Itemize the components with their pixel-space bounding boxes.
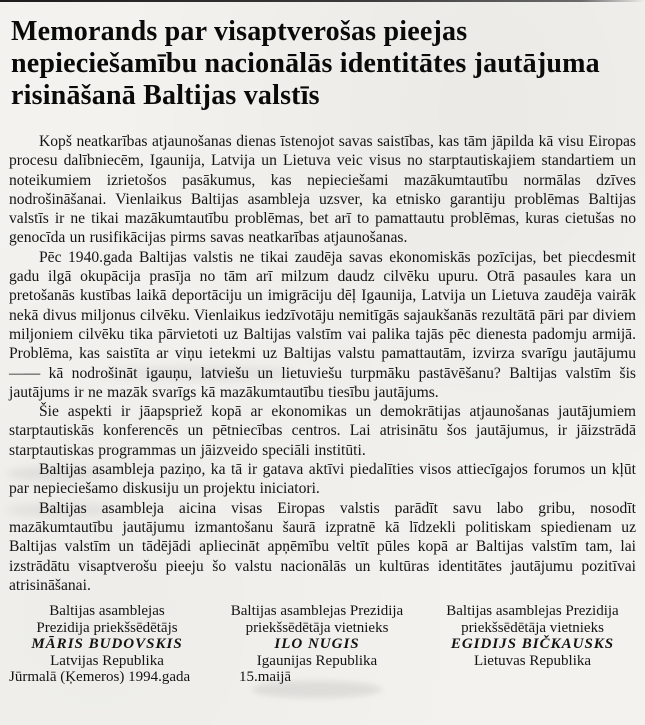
document-title: Memorands par visaptverošas pieejas nepieciešamību nacionālās identitātes jautājuma risināšanā Baltijas valstīs (11, 16, 600, 111)
signatory-name: MĀRIS BUDOVSKIS (31, 636, 183, 653)
signatory-republic: Igaunijas Republika (256, 652, 378, 669)
paragraph: Baltijas asambleja aicina visas Eiropas valstis parādīt savu labo gribu, nosodīt mazākumtautību jautājumu izmantošanu šaurā izpratnē kā līdzekli politiskam spiedienam uz Baltijas valstīm un tādējādi apliecināt apņēmību veltīt pūles kopā ar Baltijas valstīm tam, lai izstrādātu visaptverošu pieeju šo valstu nacionālās un kultūras identitātes jautājumu pozitīvai atrisināšanai. (9, 499, 636, 594)
signature-block-lithuania (429, 603, 636, 686)
signatory-org: Baltijas asamblejas Prezidija (446, 603, 619, 620)
signatory-republic: Lietuvas Republika (473, 652, 592, 669)
signatory-org: Baltijas asamblejas (49, 603, 165, 620)
signatory-name: ILO NUGIS (274, 636, 360, 653)
signature-date: Jūrmalā (Ķemeros) 1994.gada (9, 669, 191, 686)
paragraph: Baltijas asambleja paziņo, ka tā ir gatava aktīvi piedalīties visos attiecīgajos forumos un kļūt par nepieciešamo diskusiju un projektu iniciatori. (9, 461, 636, 498)
signatory-org: Baltijas asamblejas Prezidija (230, 603, 404, 620)
paragraph: Pēc 1940.gada Baltijas valstis ne tikai zaudēja savas ekonomiskās pozīcijas, bet piecdesmit gadu ilgā okupācija prasīja no tām arī milzum daudz cilvēku upuru. Otrā pasaules kara un pretošanās kustības laikā deportāciju un imigrāciju dēļ Igaunija, Latvija un Lietuva zaudēja vairāk nekā divus miljonus cilvēku. Vienlaikus iedzīvotāju nemitīgās sajaukšanās rezultātā pāri par diviem miljoniem cilvēku tika pārvietoti uz Baltijas valstīm vai palika tajās pēc dienesta padomju armijā. Problēma, kas saistīta ar viņu ietekmi uz Baltijas valstu pamattautām, izvirza svarīgu jautājumu —— kā nodrošināt igauņu, latviešu un lietuviešu turpmāku pastāvēšanu? Baltijas valstīm šis jautājums ir ne mazāk svarīgs kā mazākumtautību tiesību jautājums. (9, 248, 636, 401)
paragraph: Kopš neatkarības atjaunošanas dienas īstenojot savas saistības, kas tām jāpilda kā visu Eiropas procesu dalībniecēm, Igaunija, Latvija un Lietuva veic visus no starptautiskajiem standartiem un noteikumiem izrietošos pasākumus, kas nepieciešami mazākumtautību normālas dzīves nodrošināšanai. Vienlaikus Baltijas asambleja uzsver, ka etnisko garantiju problēmas Baltijas valstīs ir ne tikai mazākumtautību problēmas, bet arī to pamattautu problēmas, kuras cietušas no genocīda un rusifikācijas pirms savas neatkarības atjaunošanas. (9, 133, 636, 247)
document-body (9, 132, 636, 595)
signature-date: 15.maijā (239, 669, 292, 686)
signatory-name: EGIDIJS BIČKAUSKS (450, 636, 615, 653)
signature-section (9, 603, 636, 686)
scan-edge-artifact (0, 0, 645, 2)
paragraph: Šie aspekti ir jāapspriež kopā ar ekonomikas un demokrātijas atjaunošanas jautājumiem starptautiskās konferencēs un pētniecības centros. Lai atrisinātu šos jautājumus, ir jāizstrādā starptautiskas programmas un jāizveido speciāli institūti. (9, 403, 636, 459)
signatory-role: priekšsēdētāja vietnieks (245, 619, 389, 636)
signatory-republic: Latvijas Republika (50, 652, 164, 669)
signatory-role: Prezidija priekšsēdētājs (36, 619, 178, 636)
signatory-role: priekšsēdētāja vietnieks (461, 619, 604, 636)
signature-block-latvia (9, 603, 205, 686)
signature-block-estonia (205, 603, 429, 686)
